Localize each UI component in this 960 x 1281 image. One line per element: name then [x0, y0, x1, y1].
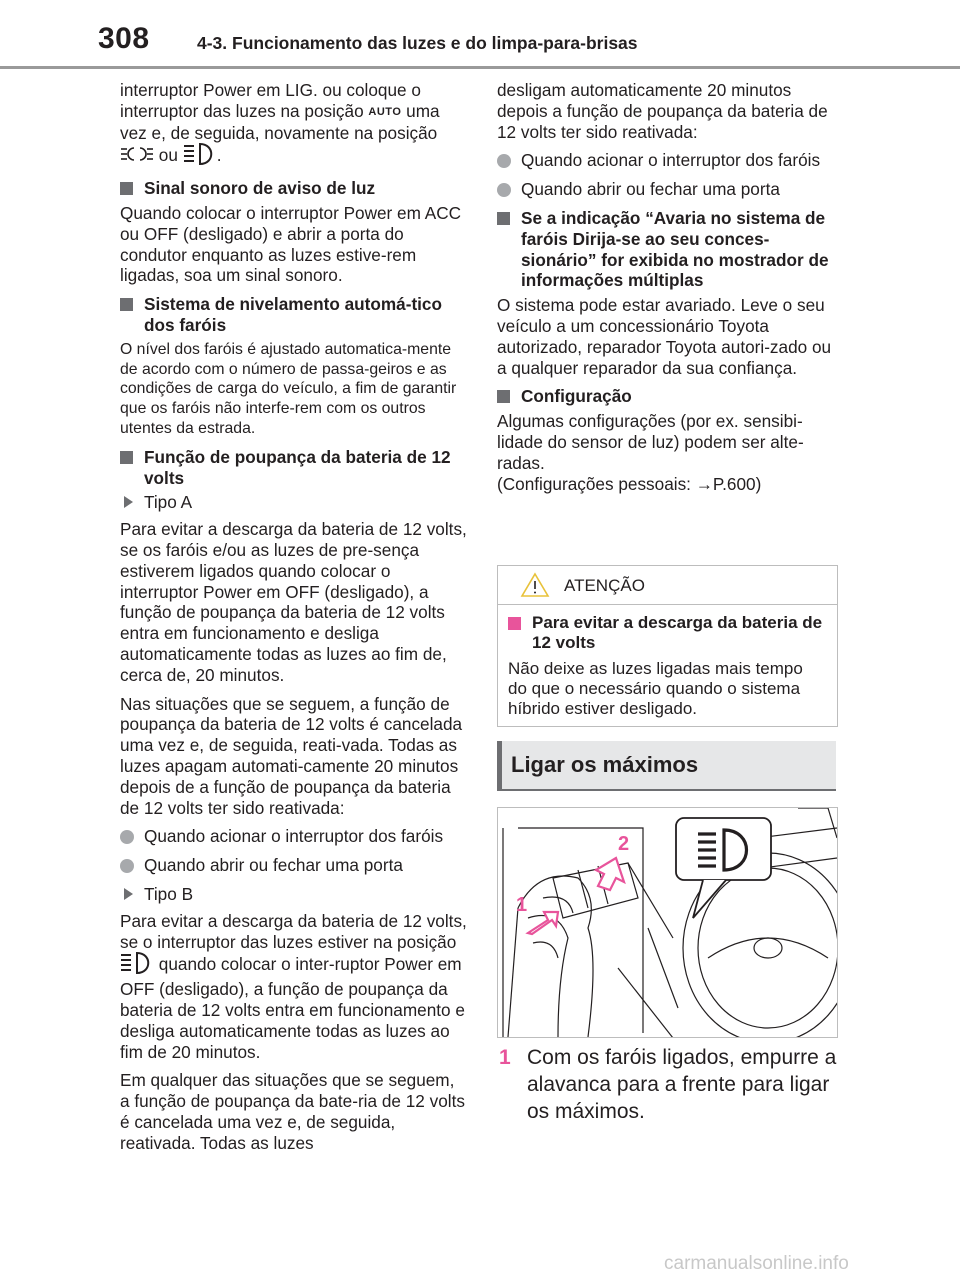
section-accent-bar [497, 741, 502, 789]
right-column [497, 80, 842, 502]
illustration-label-2: 2 [618, 833, 630, 855]
tipo-a-label: Tipo A [120, 492, 468, 513]
paragraph-tipo-b-1 [120, 911, 468, 1063]
heading-avaria: Se a indicação “Avaria no sistema de faróis Dirija-se ao seu conces-sionário” for exibida no mostrador de informações múltiplas [497, 208, 842, 291]
paragraph-nivelamento: O nível dos faróis é ajustado automatica-mente de acordo com o número de passa-geiros e as condições de carga do veículo, a fim de garantir que os faróis não interfe-rem com os outros utentes da estrada. [120, 340, 457, 437]
page-header [0, 0, 960, 70]
section-header [497, 741, 836, 791]
chapter-title: 4-3. Funcionamento das luzes e do limpa-para-brisas [197, 33, 638, 53]
watermark: carmanualsonline.info [664, 1253, 849, 1274]
parking-light-icon [120, 145, 154, 168]
step-number: 1 [499, 1046, 511, 1069]
lever-drawing [498, 808, 837, 1037]
tipo-b-text-b: quando colocar o inter-ruptor Power em OFF (desligado), a função de poupança da bateria de 12 volts entra em funcionamento e desliga automaticamente todas as luzes ao fim de 20 minutos. [120, 954, 465, 1062]
warning-box [497, 565, 838, 727]
paragraph-avaria: O sistema pode estar avariado. Leve o seu veículo a um concessionário Toyota autorizado, reparador Toyota autori-zado ou a qualquer reparador da sua confiança. [497, 295, 832, 378]
heading-configuracao: Configuração [497, 386, 842, 407]
paragraph-sinal: Quando colocar o interruptor Power em ACC ou OFF (desligado) e abrir a porta do condutor enquanto as luzes estive-rem ligadas, soa um sinal sonoro. [120, 203, 462, 286]
section-title: Ligar os máximos [511, 752, 699, 777]
warning-body: Não deixe as luzes ligadas mais tempo do que o necessário quando o sistema híbrido estiver desligado. [508, 659, 803, 718]
paragraph-continuation: desligam automaticamente 20 minutos depois a função de poupança da bateria de 12 volts ter sido reativada: [497, 80, 828, 142]
warning-heading: Para evitar a descarga da bateria de 12 volts [508, 613, 825, 653]
intro-text-b: uma vez e, de seguida, novamente na posição [120, 100, 440, 143]
illustration-label-1: 1 [516, 894, 528, 916]
tipo-b-text-a: Para evitar a descarga da bateria de 12 volts, se o interruptor das luzes estiver na posição [120, 910, 467, 952]
step-item [497, 1044, 842, 1125]
bullet-item: Quando abrir ou fechar uma porta [497, 179, 842, 200]
high-beam-illustration [497, 807, 838, 1038]
heading-sinal: Sinal sonoro de aviso de luz [120, 178, 468, 199]
warning-triangle-icon [520, 572, 550, 603]
warning-header [498, 566, 837, 605]
intro-end: . [216, 145, 222, 166]
page-number: 308 [98, 22, 150, 55]
tipo-b-label: Tipo B [120, 884, 468, 905]
warning-title: ATENÇÃO [564, 576, 645, 595]
bullet-item: Quando abrir ou fechar uma porta [120, 855, 468, 876]
heading-poupanca: Função de poupança da bateria de 12 volts [120, 447, 468, 489]
intro-or: ou [158, 145, 178, 166]
config-reference-link[interactable]: (Configurações pessoais: →P.600) [497, 473, 762, 494]
auto-light-icon: AUTO [368, 105, 402, 118]
intro-text-a: interruptor Power em LIG. ou coloque o interruptor das luzes na posição [120, 80, 421, 121]
paragraph-tipo-a-2: Nas situações que se seguem, a função de poupança da bateria de 12 volts é cancelada uma vez e, de seguida, reati-vada. Todas as luzes apagam automati-camente 20 minutos depois de a função de poupança da bateria de 12 volts ter sido reativada: [120, 693, 463, 818]
left-column [120, 80, 468, 1162]
header-divider [0, 66, 960, 69]
bullet-item: Quando acionar o interruptor dos faróis [497, 150, 842, 171]
paragraph-configuracao: Algumas configurações (por ex. sensibi-lidade do sensor de luz) podem ser alte-radas. [497, 411, 804, 473]
paragraph-tipo-b-2: Em qualquer das situações que se seguem, a função de poupança da bate-ria de 12 volts é cancelada uma vez e, de seguida, reativada. Todas as luzes [120, 1070, 465, 1153]
heading-nivelamento: Sistema de nivelamento automá-tico dos faróis [120, 294, 468, 336]
headlight-icon [183, 143, 217, 170]
intro-paragraph [120, 80, 468, 170]
headlight-icon [120, 952, 154, 979]
step-text: Com os faróis ligados, empurre a alavanca para a frente para ligar os máximos. [527, 1046, 837, 1123]
paragraph-tipo-a-1: Para evitar a descarga da bateria de 12 volts, se os faróis e/ou as luzes de pre-sença estiverem ligados quando colocar o interruptor Power em OFF (desligado), a função de poupança da bateria de 12 volts entra em funcionamento e desliga automaticamente todas as luzes ao fim de, cerca de, 20 minutos. [120, 519, 467, 685]
bullet-item: Quando acionar o interruptor dos faróis [120, 826, 468, 847]
